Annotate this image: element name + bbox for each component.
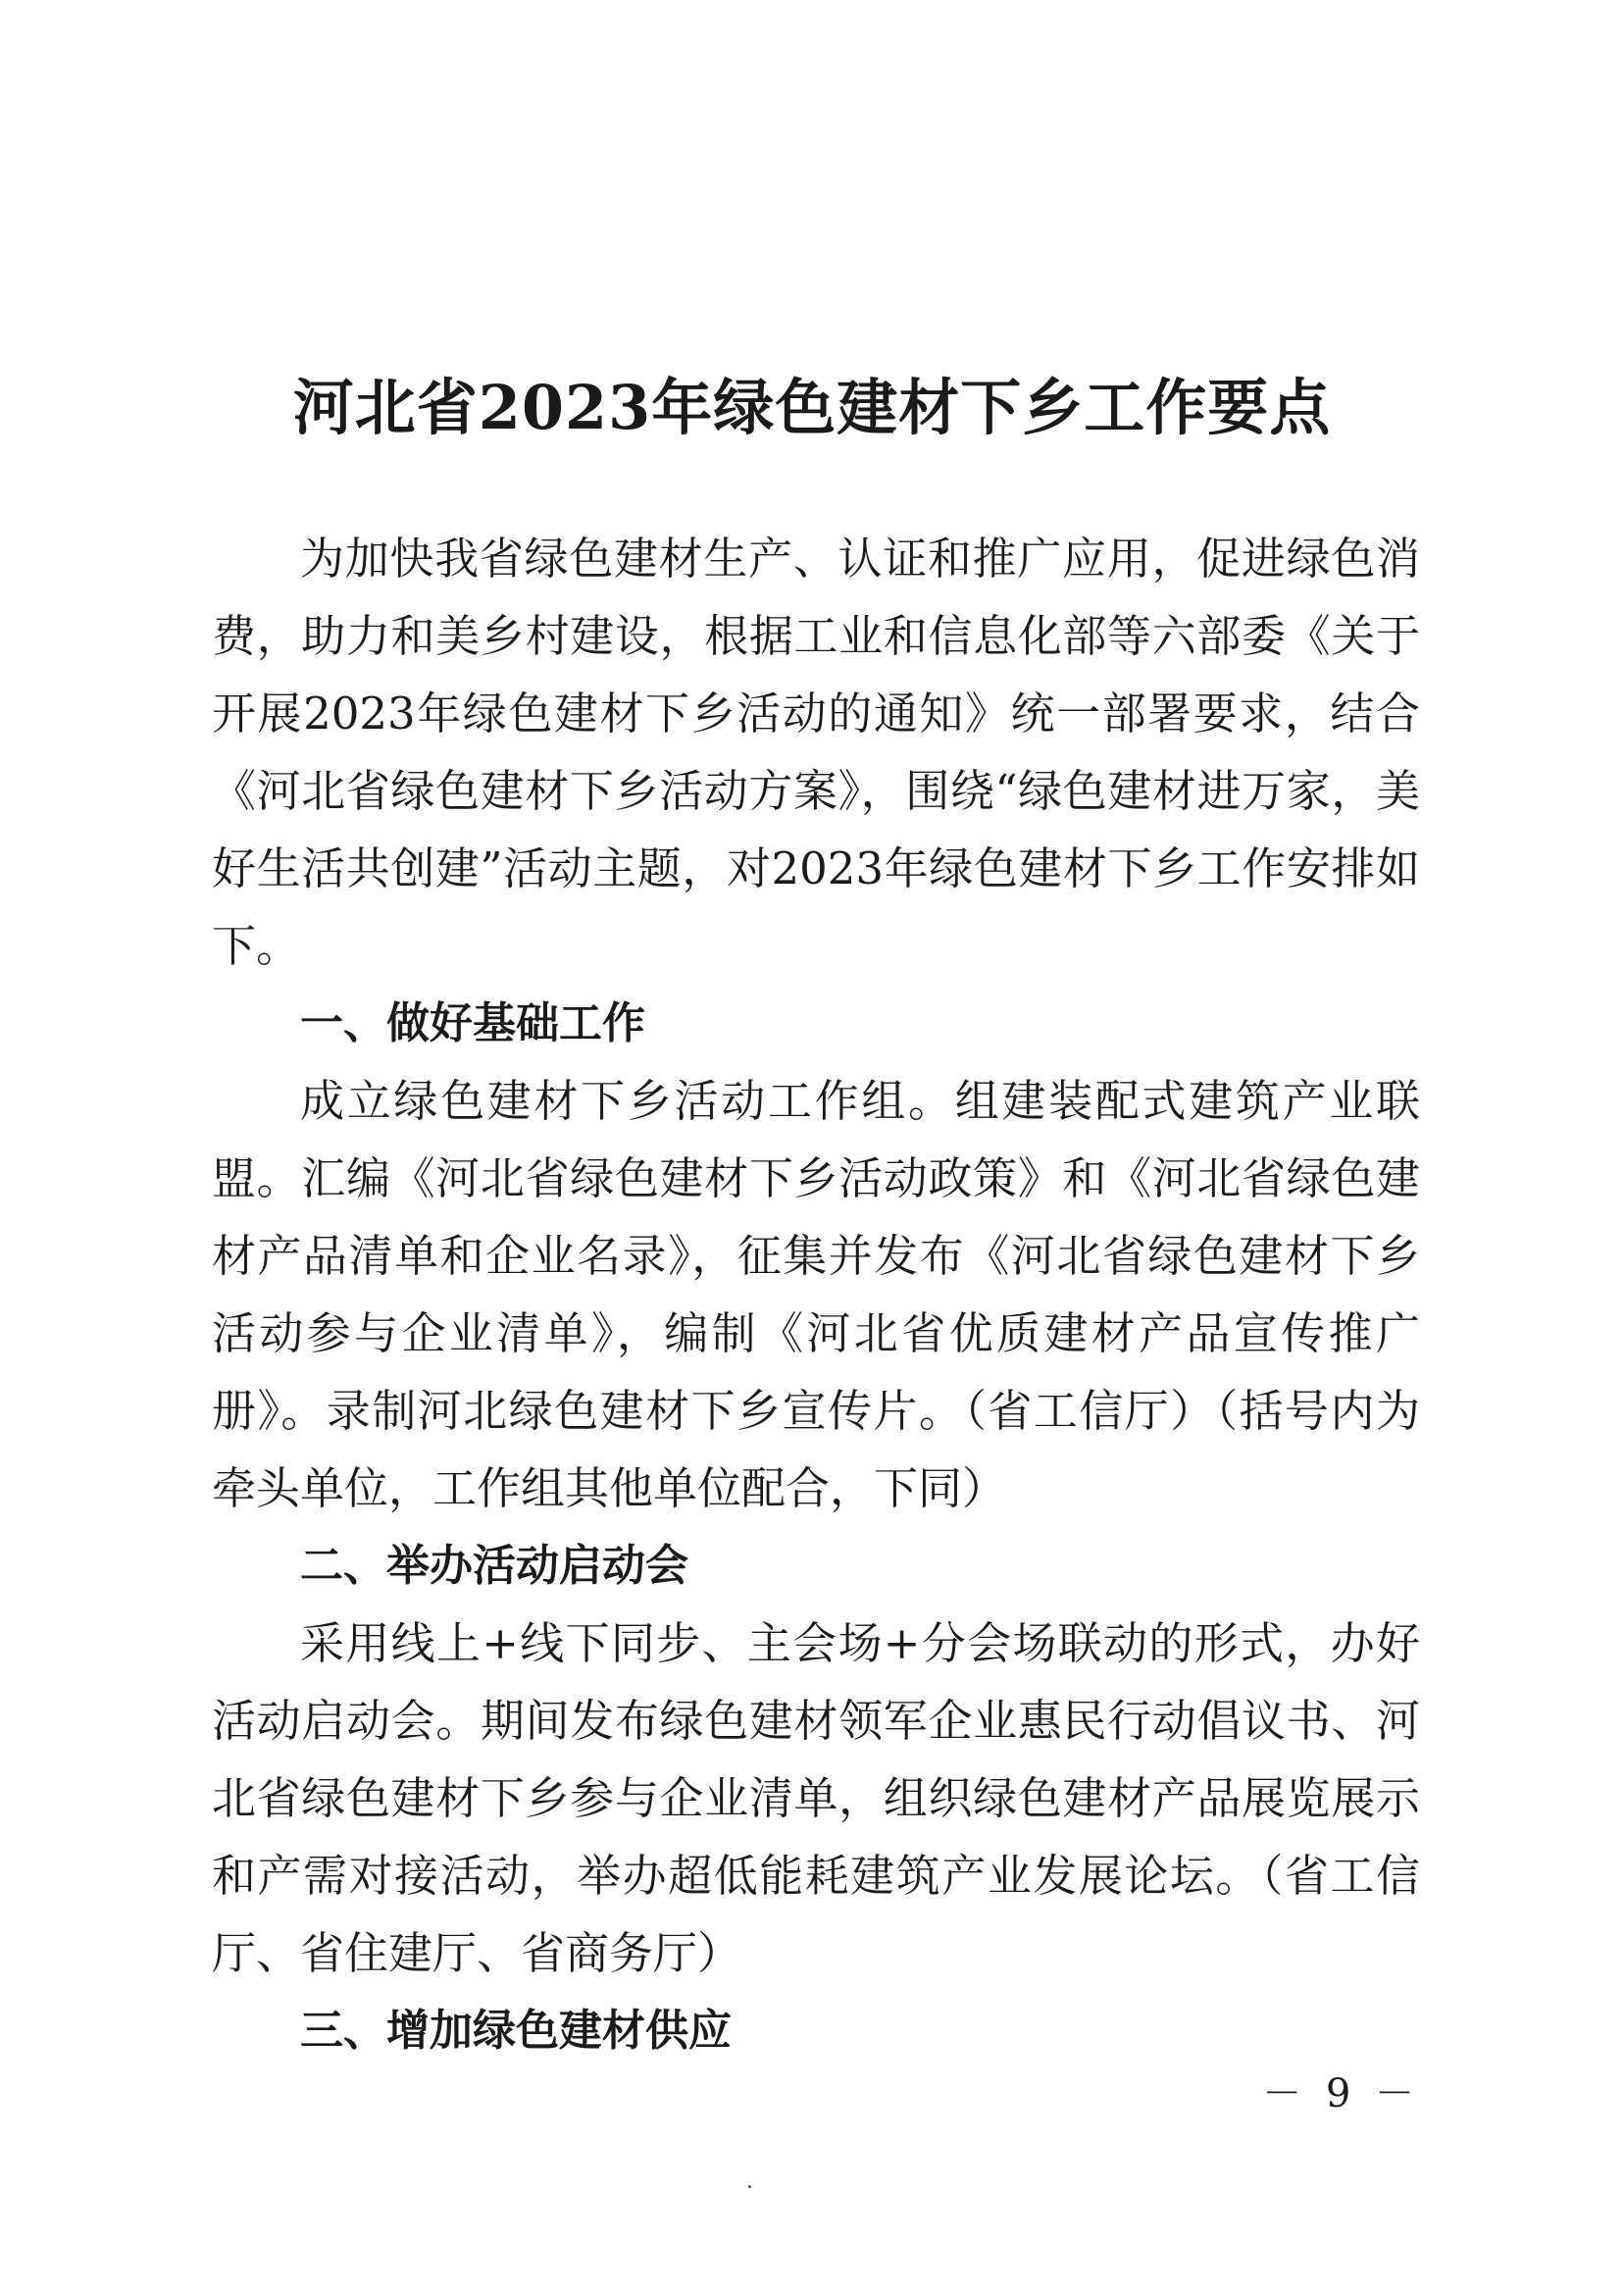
section-paragraph-1: 成立绿色建材下乡活动工作组。组建装配式建筑产业联盟。汇编《河北省绿色建材下乡活动政策》和《河北省绿色建材产品清单和企业名录》，征集并发布《河北省绿色建材下乡活动参与企业清单》，编制《河北省优质建材产品宣传推广册》。录制河北绿色建材下乡宣传片。（省工信厅）（括号内为牵头单位，工作组其他单位配合，下同） [212,1075,1420,1514]
page-title: 河北省2023年绿色建材下乡工作要点 [292,372,1332,443]
section-paragraph-2: 采用线上+线下同步、主会场+分会场联动的形式，办好活动启动会。期间发布绿色建材领军企业惠民行动倡议书、河北省绿色建材下乡参与企业清单，组织绿色建材产品展览展示和产需对接活动，举办超低能耗建筑产业发展论坛。（省工信厅、省住建厅、省商务厅） [212,1617,1420,1979]
section-heading-1: 一、做好基础工作 [300,998,645,1048]
page-number: － 9 － [1262,2071,1420,2116]
intro-paragraph: 为加快我省绿色建材生产、认证和推广应用，促进绿色消费，助力和美乡村建设，根据工业和信息化部等六部委《关于开展2023年绿色建材下乡活动的通知》统一部署要求，结合《河北省绿色建材下乡活动方案》，围绕“绿色建材进万家，美好生活共创建”活动主题，对2023年绿色建材下乡工作安排如下。 [212,533,1420,972]
document-body [212,520,1420,2069]
section-heading-3: 三、增加绿色建材供应 [300,2006,732,2056]
scan-speck [748,2185,751,2188]
section-heading-2: 二、举办活动启动会 [300,1541,688,1591]
